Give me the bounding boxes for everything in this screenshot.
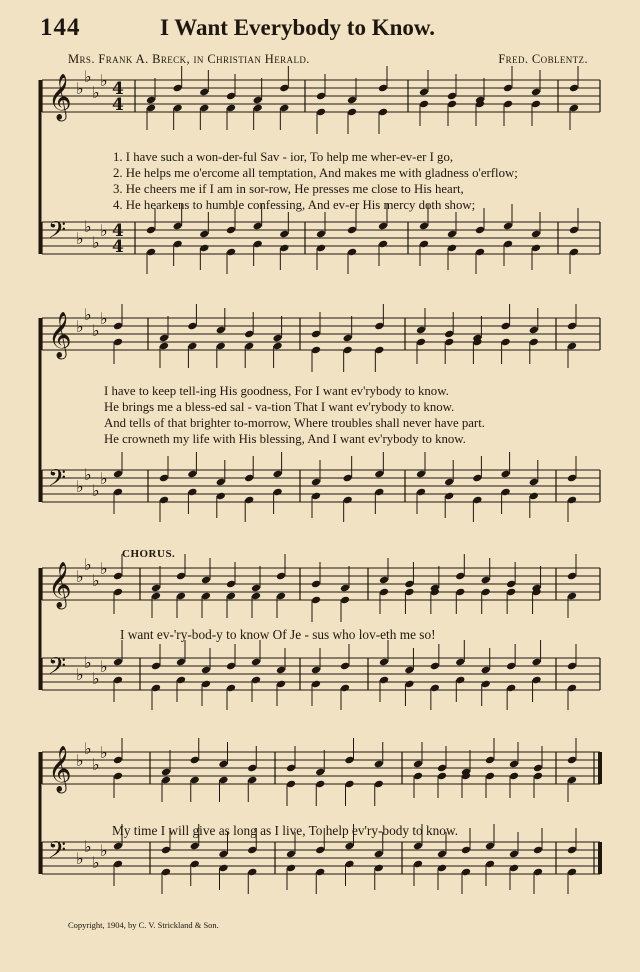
bass-clef-icon: 𝄢 <box>48 464 67 497</box>
copyright-notice: Copyright, 1904, by C. V. Strickland & Son. <box>68 920 219 930</box>
flat-sign-icon: ♭ <box>100 657 108 676</box>
words-credit: Mrs. Frank A. Breck, in Christian Herald. <box>68 52 310 66</box>
flat-sign-icon: ♭ <box>84 653 92 672</box>
time-signature-digit: 4 <box>112 237 124 257</box>
flat-sign-icon: ♭ <box>92 755 100 774</box>
flat-sign-icon: ♭ <box>84 739 92 758</box>
flat-sign-icon: ♭ <box>76 477 84 496</box>
treble-clef-icon: 𝄞 <box>48 74 72 120</box>
treble-clef-icon: 𝄞 <box>48 312 72 358</box>
flat-sign-icon: ♭ <box>84 465 92 484</box>
chorus-label: CHORUS. <box>122 548 176 560</box>
stanza-1-line-a: 1. I have such a won-der-ful Sav - ior, To help me wher-ev-er I go, <box>113 150 454 164</box>
flat-sign-icon: ♭ <box>92 481 100 500</box>
flat-sign-icon: ♭ <box>100 309 108 328</box>
chorus-lyric-2: My time I will give as long as I live, To help ev'ry-body to know. <box>112 823 459 838</box>
time-signature-digit: 4 <box>112 79 124 99</box>
hymn-title: I Want Everybody to Know. <box>160 15 435 40</box>
stanza-1-line-b: I have to keep tell-ing His goodness, For I want ev'rybody to know. <box>104 384 449 398</box>
flat-sign-icon: ♭ <box>92 669 100 688</box>
stanza-3-line-b: And tells of that brighter to-morrow, Where troubles shall never have part. <box>104 416 485 430</box>
stanza-3-line-a: 3. He cheers me if I am in sor-row, He presses me close to His heart, <box>113 182 464 196</box>
treble-clef-icon: 𝄞 <box>48 562 72 608</box>
hymn-number: 144 <box>40 14 81 41</box>
flat-sign-icon: ♭ <box>76 317 84 336</box>
stanza-4-line-a: 4. He hearkens to humble confessing, And ev-er His mercy doth show; <box>113 198 476 212</box>
music-system-3 <box>0 555 640 728</box>
flat-sign-icon: ♭ <box>92 233 100 252</box>
flat-sign-icon: ♭ <box>100 221 108 240</box>
flat-sign-icon: ♭ <box>100 71 108 90</box>
flat-sign-icon: ♭ <box>76 751 84 770</box>
bass-clef-icon: 𝄢 <box>48 216 67 249</box>
flat-sign-icon: ♭ <box>100 559 108 578</box>
flat-sign-icon: ♭ <box>100 841 108 860</box>
flat-sign-icon: ♭ <box>92 853 100 872</box>
flat-sign-icon: ♭ <box>92 571 100 590</box>
time-signature-digit: 4 <box>112 95 124 115</box>
flat-sign-icon: ♭ <box>76 567 84 586</box>
flat-sign-icon: ♭ <box>92 321 100 340</box>
bass-clef-icon: 𝄢 <box>48 652 67 685</box>
chorus-lyric-1: I want ev-'ry-bod-y to know Of Je - sus who lov-eth me so! <box>120 627 436 642</box>
treble-clef-icon: 𝄞 <box>48 746 72 792</box>
music-credit: Fred. Coblentz. <box>498 52 588 66</box>
flat-sign-icon: ♭ <box>84 555 92 574</box>
stanza-4-line-b: He crowneth my life with His blessing, And I want ev'rybody to know. <box>104 432 466 446</box>
flat-sign-icon: ♭ <box>100 469 108 488</box>
flat-sign-icon: ♭ <box>76 665 84 684</box>
stanza-2-line-a: 2. He helps me o'ercome all temptation, And makes me with gladness o'erflow; <box>113 166 518 180</box>
flat-sign-icon: ♭ <box>84 305 92 324</box>
stanza-2-line-b: He brings me a bless-ed sal - va-tion That I want ev'rybody to know. <box>104 400 455 414</box>
flat-sign-icon: ♭ <box>84 217 92 236</box>
flat-sign-icon: ♭ <box>76 229 84 248</box>
flat-sign-icon: ♭ <box>100 743 108 762</box>
flat-sign-icon: ♭ <box>84 67 92 86</box>
flat-sign-icon: ♭ <box>76 849 84 868</box>
flat-sign-icon: ♭ <box>92 83 100 102</box>
flat-sign-icon: ♭ <box>76 79 84 98</box>
time-signature-digit: 4 <box>112 221 124 241</box>
flat-sign-icon: ♭ <box>84 837 92 856</box>
bass-clef-icon: 𝄢 <box>48 836 67 869</box>
